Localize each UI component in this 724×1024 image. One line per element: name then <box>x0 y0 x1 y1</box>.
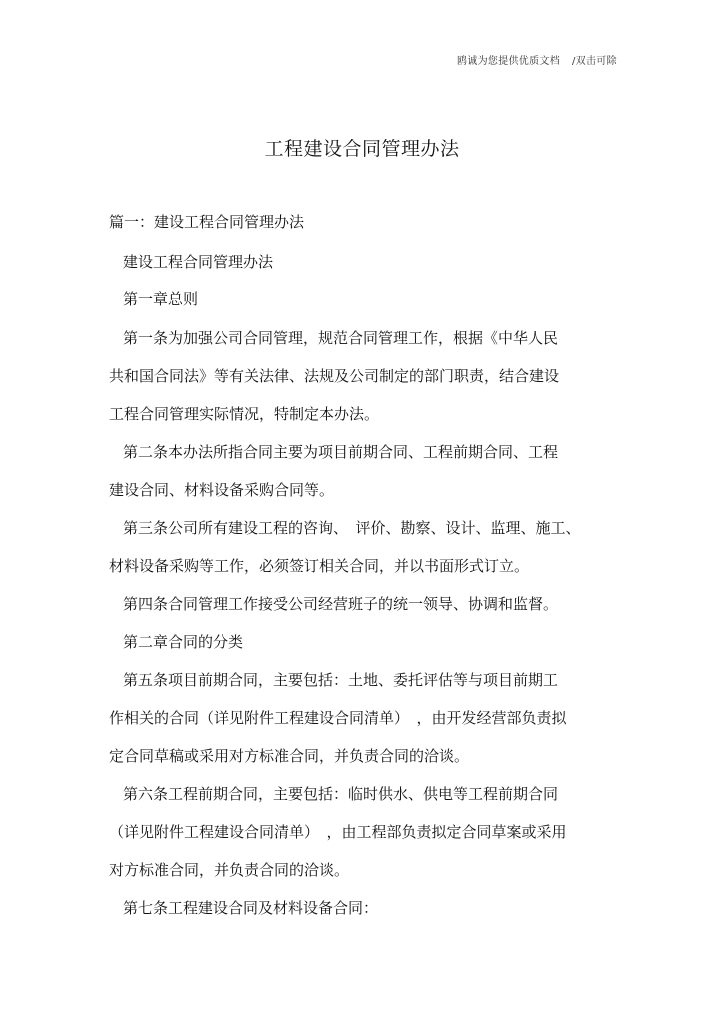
paragraph-line: 工程合同管理实际情况，特制定本办法。 <box>109 405 380 423</box>
paragraph-line: （详见附件工程建设合同清单） ，由工程部负责拟定合同草案或采用 <box>109 823 567 841</box>
paragraph-line: 第二条本办法所指合同主要为项目前期合同、工程前期合同、工程 <box>123 443 559 461</box>
header-note-action: /双击可除 <box>572 56 617 67</box>
document-title: 工程建设合同管理办法 <box>264 138 460 160</box>
paragraph-line: 定合同草稿或采用对方标准合同，并负责合同的洽谈。 <box>109 747 470 765</box>
paragraph-line: 第七条工程建设合同及材料设备合同： <box>123 899 379 917</box>
header-note-text: 鸥诚为您提供优质文档 <box>457 56 560 67</box>
chapter-heading: 第二章合同的分类 <box>123 633 244 651</box>
paragraph-line: 建设合同、材料设备采购合同等。 <box>109 481 335 499</box>
paragraph-line: 共和国合同法》等有关法律、法规及公司制定的部门职责，结合建设 <box>109 367 560 385</box>
paragraph-line: 作相关的合同（详见附件工程建设合同清单） ，由开发经营部负责拟 <box>109 709 567 727</box>
paragraph-line: 第三条公司所有建设工程的咨询、 评价、勘察、设计、监理、施工、 <box>123 519 581 537</box>
paragraph-line: 第四条合同管理工作接受公司经营班子的统一领导、协调和监督。 <box>123 595 559 613</box>
paragraph-line: 第五条项目前期合同，主要包括：土地、委托评估等与项目前期工 <box>123 671 559 689</box>
paragraph-line: 第六条工程前期合同，主要包括：临时供水、供电等工程前期合同 <box>123 785 559 803</box>
section-heading: 篇一：建设工程合同管理办法 <box>109 213 305 231</box>
subtitle: 建设工程合同管理办法 <box>123 253 274 271</box>
paragraph-line: 第一条为加强公司合同管理，规范合同管理工作，根据《中华人民 <box>123 329 559 347</box>
header-note <box>457 52 617 67</box>
paragraph-line: 材料设备采购等工作，必须签订相关合同，并以书面形式订立。 <box>109 557 530 575</box>
paragraph-line: 对方标准合同，并负责合同的洽谈。 <box>109 861 350 879</box>
chapter-heading: 第一章总则 <box>123 290 199 308</box>
